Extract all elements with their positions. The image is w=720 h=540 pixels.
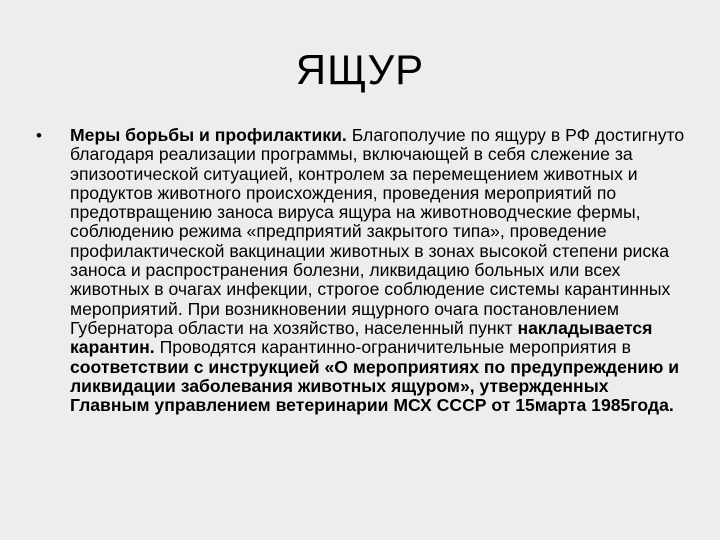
section-heading: Меры борьбы и профилактики. [70,125,347,145]
emphasis-instruction: соответствии с инструкцией «О мероприятиях по предупреждению и ликвидации заболевания животных ящуром», утвержденных Главным управлением ветеринарии МСХ СССР от 15марта 1985года. [70,356,680,416]
paragraph-text-2: Проводятся карантинно-ограничительные мероприятия в [154,337,631,358]
bullet-item [36,126,686,415]
bullet-paragraph [70,126,686,415]
emphasis-quarantine: накладывается карантин. [70,317,653,358]
paragraph-text-1: Благополучие по ящуру в РФ достигнуто благодаря реализации программы, включающей в себя слежение за эпизоотической ситуацией, контролем за перемещением животных и продуктов животного происхождения, проведения мероприятий по предотвращению заноса вируса ящура на животноводческие фермы, соблюдению режима «предприятий закрытого типа», проведение профилактической вакцинации животных в зонах высокой степени риска заноса и распространения болезни, ликвидацию больных или всех животных в очагах инфекции, строгое соблюдение системы карантинных мероприятий. При возникновении ящурного очага постановлением Губернатора области на хозяйство, населенный пункт [70,125,685,338]
bullet-marker: • [36,126,42,145]
slide-title: ЯЩУР [295,46,425,93]
